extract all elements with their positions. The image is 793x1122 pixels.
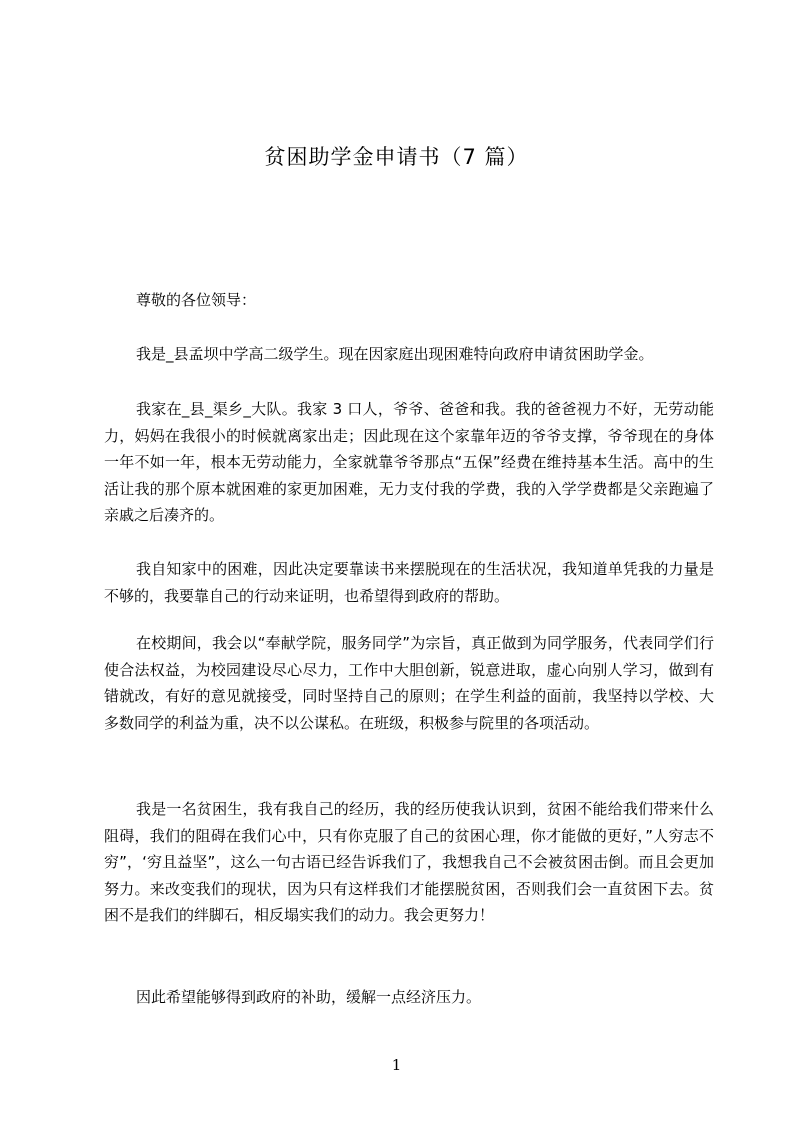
body-paragraph: 我是_县孟坝中学高二级学生。现在因家庭出现困难特向政府申请贫困助学金。: [136, 345, 654, 363]
body-paragraph: 我家在_县_渠乡_大队。我家 3 口人，爷爷、爸爸和我。我的爸爸视力不好，无劳动能力，妈妈在我很小的时候就离家出走；因此现在这个家靠年迈的爷爷支撑，爷爷现在的身体一年不如一年，根本无劳动能力，全家就靠爷爷那点“五保”经费在维持基本生活。高中的生活让我的那个原本就困难的家更加困难，无力支付我的学费，我的入学学费都是父亲跑遍了亲戚之后凑齐的。: [104, 400, 714, 524]
salutation-paragraph: 尊敬的各位领导：: [136, 291, 257, 309]
body-paragraph: 因此希望能够得到政府的补助，缓解一点经济压力。: [136, 988, 482, 1006]
body-paragraph: 我自知家中的困难，因此决定要靠读书来摆脱现在的生活状况，我知道单凭我的力量是不够的，我要靠自己的行动来证明，也希望得到政府的帮助。: [104, 560, 714, 605]
page-number: 1: [391, 1056, 402, 1074]
body-paragraph: 我是一名贫困生，我有我自己的经历，我的经历使我认识到，贫困不能给我们带来什么阻碍，我们的阻碍在我们心中，只有你克服了自己的贫困心理，你才能做的更好，”人穷志不穷”，‘穷且益坚”，这么一句古语已经告诉我们了，我想我自己不会被贫困击倒。而且会更加努力。来改变我们的现状，因为只有这样我们才能摆脱贫困，否则我们会一直贫困下去。贫困不是我们的绊脚石，相反塌实我们的动力。我会更努力！: [104, 800, 714, 924]
body-paragraph: 在校期间，我会以“奉献学院，服务同学”为宗旨，真正做到为同学服务，代表同学们行使合法权益，为校园建设尽心尽力，工作中大胆创新，锐意进取，虚心向别人学习，做到有错就改，有好的意见就接受，同时坚持自己的原则；在学生利益的面前，我坚持以学校、大多数同学的利益为重，决不以公谋私。在班级，积极参与院里的各项活动。: [104, 634, 714, 732]
document-title: 贫困助学金申请书（7 篇）: [264, 145, 529, 169]
